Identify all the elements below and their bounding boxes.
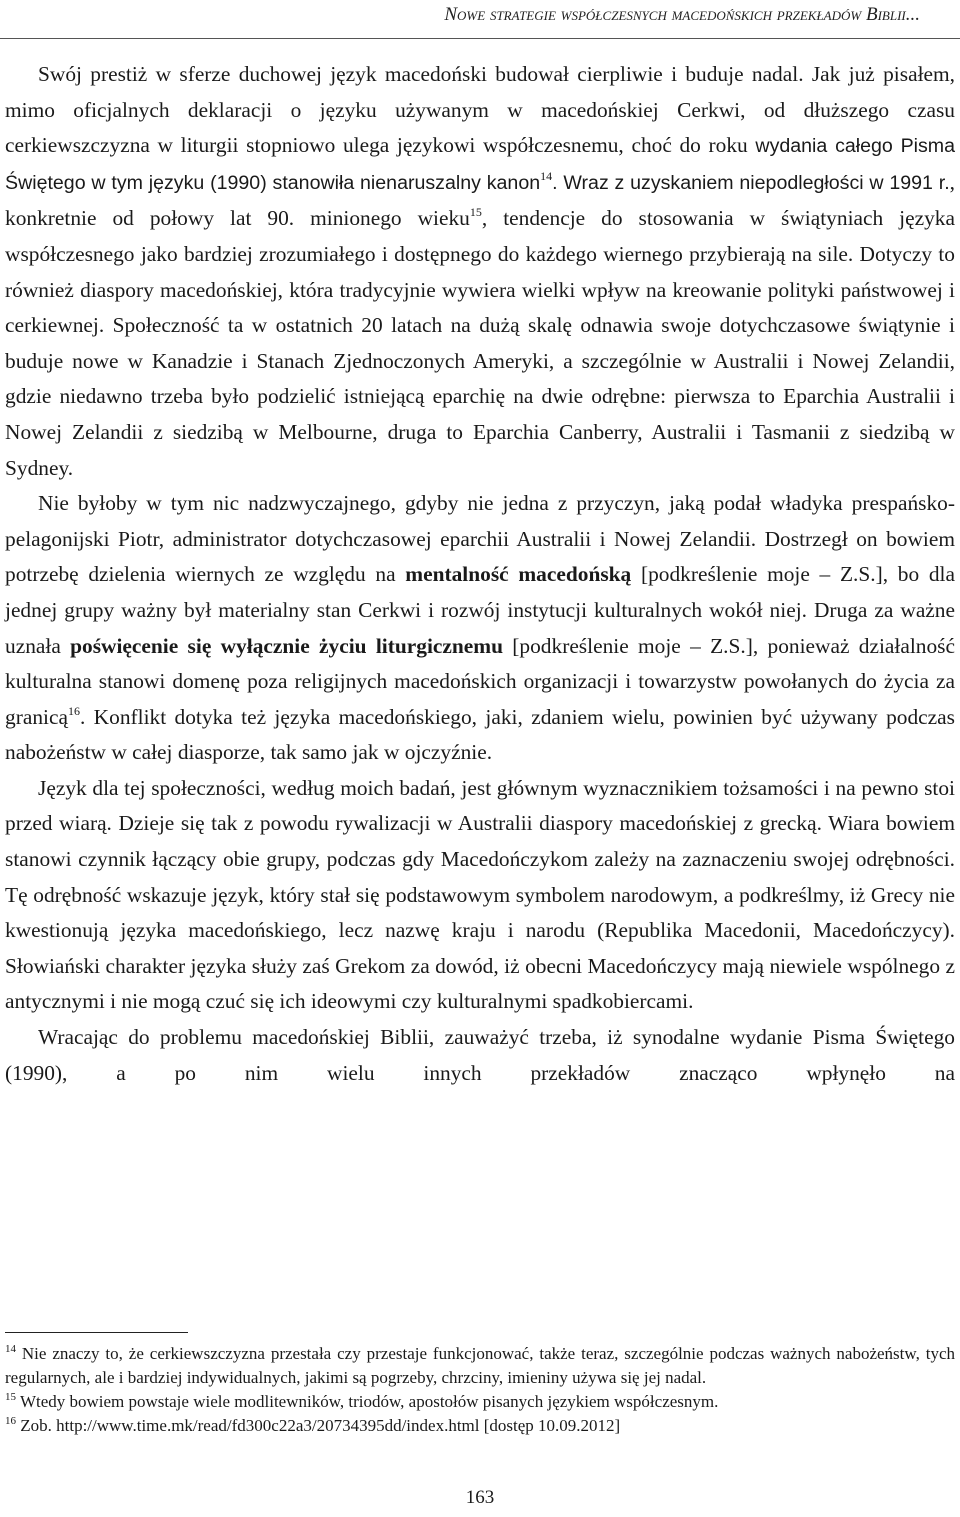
paragraph-3: Język dla tej społeczności, według moich badań, jest głównym wyznacznikiem tożsamości i na pewno stoi przed wiarą. Dzieje się tak z powodu rywalizacji w Australii diaspory macedońskiej z grecką. Wiara bowiem stanowi czynnik łączący obie grupy, podczas gdy Macedończykom zależy na zaznaczeniu swojej odrębności. Tę odrębność wskazuje język, który stał się podstawowym symbolem narodowym, a podkreślmy, iż Grecy nie kwestionują języka macedońskiego, lecz nazwę kraju i narodu (Republika Macedonii, Macedończycy). Słowiański charakter języka służy zaś Grekom za dowód, iż obecni Macedończycy mają niewiele wspólnego z antycznymi i nie mogą czuć się ich ideowymi czy kulturalnymi spadkobiercami. bbox=[5, 775, 955, 1014]
main-text bbox=[5, 57, 955, 1091]
footnote-number: 14 bbox=[5, 1343, 16, 1355]
paragraph-2-part-4: . Konflikt dotyka też języka macedońskiego, jaki, zdaniem wielu, powinien być używany podczas nabożeństw w całej diasporze, tak samo jak w ojczyźnie. bbox=[5, 704, 955, 765]
footnote-ref-14[interactable]: 14 bbox=[540, 168, 553, 183]
footnote-number: 16 bbox=[5, 1415, 16, 1427]
footnote-14 bbox=[5, 1342, 955, 1390]
paragraph-2-part-3: [podkreślenie moje – Z.S.], ponieważ działalność kulturalna stanowi domenę poza religijnych macedońskich organizacji i towarzystw powołanych do życia za granicą bbox=[5, 633, 955, 729]
paragraph-2-part-2: [podkreślenie moje – Z.S.], bo dla jednej grupy ważny był materialny stan Cerkwi i rozwój instytucji kulturalnych wokół niej. Druga za ważne uznała bbox=[5, 562, 955, 658]
paragraph-2-part-1: Nie byłoby w tym nic nadzwyczajnego, gdyby nie jedna z przyczyn, jaką podał władyka prespańsko-pelagonijski Piotr, administrator dotychczasowej eparchii Australii i Nowej Zelandii. Dostrzegł on bowiem potrzebę dzielenia wiernych ze względu na bbox=[5, 491, 955, 587]
paragraph-1-part-5: , tendencje do stosowania w świątyniach języka współczesnego jako bardziej zrozumiałego i dostępnego do każdego wiernego przybierają na sile. Dotyczy to również diaspory macedońskiej, która tradycyjnie wywiera wielki wpływ na kreowanie polityki państwowej i cerkiewnej. Społeczność ta w ostatnich 20 latach na dużą skalę odnawia swoje dotychczasowe świątynie i buduje nowe w Kanadzie i Stanach Zjednoczonych Ameryki, a szczególnie w Australii i Nowej Zelandii, gdzie niedawno trzeba było podzielić istniejącą eparchię na dwie odrębne: pierwsza to Eparchia Australii i Nowej Zelandii z siedzibą w Melbourne, druga to Eparchia Canberry, Australii i Tasmanii z siedzibą w Sydney. bbox=[5, 206, 955, 480]
footnote-text: Zob. http://www.time.mk/read/fd300c22a3/20734395dd/index.html [dostęp 10.09.2012] bbox=[16, 1416, 621, 1435]
footnote-ref-15[interactable]: 15 bbox=[469, 205, 482, 220]
page-number: 163 bbox=[465, 1487, 495, 1508]
running-header bbox=[0, 4, 960, 26]
paragraph-1-part-1: Swój prestiż w sferze duchowej język macedoński budował cierpliwie i buduje nadal. Jak już pisałem, mimo oficjalnych deklaracji o języku używanym w macedońskiej Cerkwi, od dłuższego czasu cerkiewszczyzna w liturgii stopniowo ulega językowi współczesnemu, choć do roku bbox=[5, 62, 955, 158]
paragraph-1-part-3: . Wraz z uzyskaniem niepodległości w 1991 r. bbox=[552, 171, 950, 194]
footnote-ref-16[interactable]: 16 bbox=[67, 703, 80, 718]
footnote-text: Wtedy bowiem powstaje wiele modlitewników, triodów, apostołów pisanych językiem współczesnym. bbox=[16, 1392, 719, 1411]
paragraph-2 bbox=[5, 486, 955, 771]
footnote-text: Nie znaczy to, że cerkiewszczyzna przestała czy przestaje funkcjonować, także teraz, szczególnie podczas ważnych nabożeństw, tych regularnych, ale i bardziej indywidualnych, jakimi są pogrzeby, chrzciny, imieniny używa się jej nadal. bbox=[5, 1344, 955, 1387]
running-header-text: Nowe strategie współczesnych macedońskich przekładów Biblii... bbox=[444, 4, 920, 25]
header-divider bbox=[0, 38, 960, 39]
emphasis-poswiecenie: poświęcenie się wyłącznie życiu liturgicznemu bbox=[70, 633, 503, 658]
footnotes bbox=[5, 1342, 955, 1438]
footnote-15 bbox=[5, 1390, 955, 1414]
paragraph-1-part-2: wydania całego Pisma Świętego w tym języku (1990) stanowiła nienaruszalny kanon bbox=[5, 135, 956, 194]
emphasis-mentalnosc: mentalność macedońską bbox=[405, 562, 632, 587]
paragraph-1 bbox=[5, 57, 955, 486]
footnote-number: 15 bbox=[5, 1391, 16, 1403]
footnote-16 bbox=[5, 1414, 955, 1438]
footnote-divider bbox=[5, 1332, 188, 1333]
paragraph-4: Wracając do problemu macedońskiej Biblii, zauważyć trzeba, iż synodalne wydanie Pisma Świętego (1990), a po nim wielu innych przekładów znacząco wpłynęło na bbox=[5, 1025, 955, 1085]
paragraph-1-part-4: , konkretnie od połowy lat 90. minionego wieku bbox=[5, 169, 955, 231]
